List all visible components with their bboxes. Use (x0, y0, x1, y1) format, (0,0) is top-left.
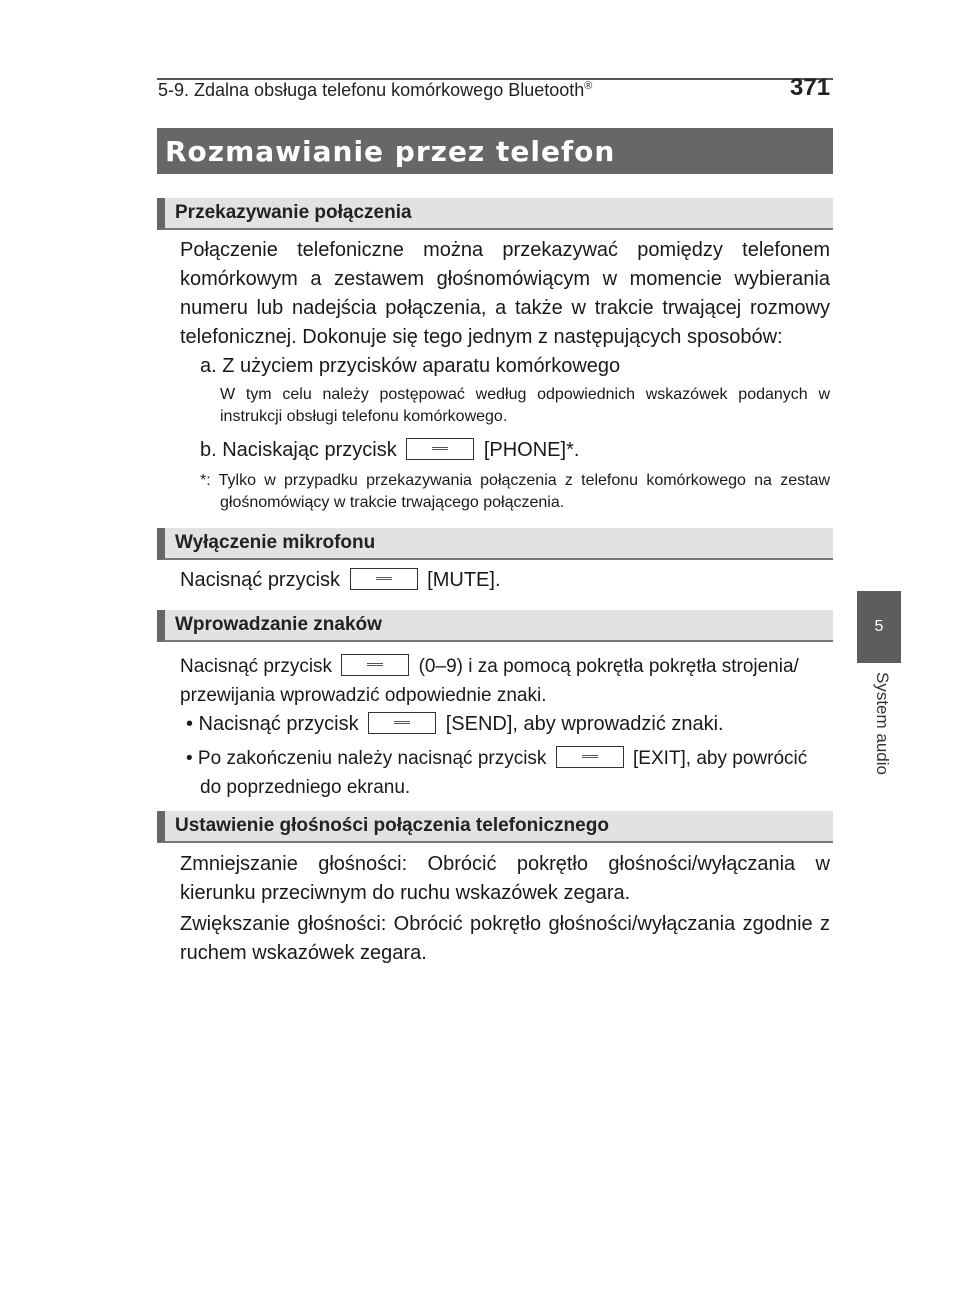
subheading-transfer: Przekazywanie połączenia (157, 198, 833, 230)
mute-text-prefix: Nacisnąć przycisk (180, 569, 341, 591)
transfer-intro: Połączenie telefoniczne można przekazywać pomiędzy telefonem komórkowym a zestawem głośnomówiącym w momencie wybierania numeru lub nadejścia połączenia, a także w trakcie trwającej rozmowy telefonicznej. Dokonuje się tego jednym z następujących sposobów: (180, 239, 830, 348)
registered-mark: ® (584, 80, 593, 92)
chapter-number: 5 (874, 618, 884, 635)
option-b-suffix: [PHONE]*. (483, 439, 580, 461)
option-a: a. Z użyciem przycisków aparatu komórkowego (200, 355, 621, 377)
exit-button-icon (556, 746, 624, 768)
footnote: *: Tylko w przypadku przekazywania połączenia z telefonu komórkowego na zestaw głośnomówiący w trakcie trwającego połączenia. (200, 472, 830, 511)
running-header (158, 80, 592, 101)
mute-text-suffix: [MUTE]. (427, 569, 501, 591)
bullet-send-suffix: [SEND], aby wprowadzić znaki. (445, 713, 724, 735)
bullet-exit (186, 744, 830, 802)
input-text (180, 652, 830, 710)
input-text-suffix: (0–9) i za pomocą pokrętła pokrętła strojenia/ przewijania wprowadzić odpowiednie znaki. (180, 656, 799, 706)
chapter-tab (857, 591, 901, 663)
send-button-icon (368, 712, 436, 734)
section-title: Rozmawianie przez telefon (157, 128, 833, 174)
volume-increase: Zwiększanie głośności: Obrócić pokrętło głośności/wyłączania zgodnie z ruchem wskazówek zegara. (180, 913, 830, 964)
option-b (200, 436, 830, 465)
option-a-note: W tym celu należy postępować według odpowiednich wskazówek podanych w instrukcji obsługi telefonu komórkowego. (220, 386, 830, 425)
bullet-exit-suffix: [EXIT], aby powrócić do poprzedniego ekranu. (200, 748, 808, 798)
mute-button-icon (350, 568, 418, 590)
phone-button-icon (406, 438, 474, 460)
subheading-volume: Ustawienie głośności połączenia telefonicznego (157, 811, 833, 843)
digit-button-icon (341, 654, 409, 676)
chapter-label: System audio (873, 672, 892, 775)
option-b-prefix: b. Naciskając przycisk (200, 439, 397, 461)
bullet-send-prefix: • Nacisnąć przycisk (186, 713, 359, 735)
bullet-send (186, 710, 830, 739)
bullet-exit-prefix: • Po zakończeniu należy nacisnąć przycisk (186, 748, 547, 769)
running-header-text: 5-9. Zdalna obsługa telefonu komórkowego Bluetooth (158, 80, 585, 100)
subheading-mute: Wyłączenie mikrofonu (157, 528, 833, 560)
mute-text (180, 566, 830, 595)
subheading-input: Wprowadzanie znaków (157, 610, 833, 642)
input-text-prefix: Nacisnąć przycisk (180, 656, 333, 677)
page-number: 371 (790, 74, 831, 101)
volume-decrease: Zmniejszanie głośności: Obrócić pokrętło głośności/wyłączania w kierunku przeciwnym do ruchu wskazówek zegara. (180, 853, 830, 904)
